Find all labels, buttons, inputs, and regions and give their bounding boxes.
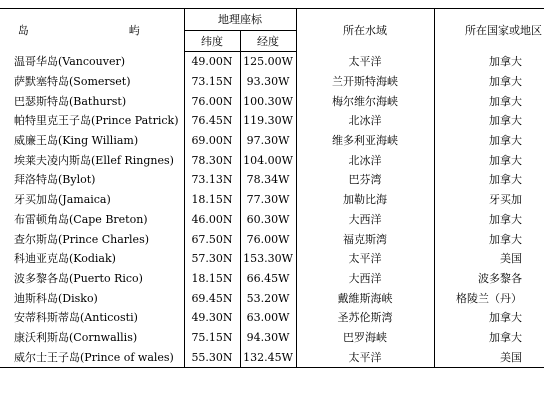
latitude-cell: 55.30N xyxy=(184,347,240,367)
latitude-cell: 49.30N xyxy=(184,308,240,328)
island-name-cell: 威尔士王子岛(Prince of wales) xyxy=(0,347,184,367)
longitude-cell: 125.00W xyxy=(240,52,296,72)
header-country: 所在国家或地区 xyxy=(434,9,544,52)
longitude-cell: 93.30W xyxy=(240,72,296,92)
table-row xyxy=(0,72,544,92)
latitude-cell: 76.45N xyxy=(184,111,240,131)
island-name-cell: 萨默塞特岛(Somerset) xyxy=(14,75,131,89)
latitude-cell: 18.15N xyxy=(184,190,240,210)
latitude-cell: 78.30N xyxy=(184,150,240,170)
water-body-cell: 北冰洋 xyxy=(348,153,382,167)
country-cell: 加拿大 xyxy=(434,328,544,348)
header-latitude: 纬度 xyxy=(184,31,240,52)
water-body-cell: 加勒比海 xyxy=(343,193,387,207)
country-cell: 加拿大 xyxy=(434,308,544,328)
table-row xyxy=(0,150,544,170)
country-cell: 加拿大 xyxy=(434,52,544,72)
header-longitude: 经度 xyxy=(240,31,296,52)
water-body-cell: 巴罗海峡 xyxy=(343,330,387,344)
table-row xyxy=(0,229,544,249)
longitude-cell: 63.00W xyxy=(240,308,296,328)
island-name-cell: 波多黎各岛(Puerto Rico) xyxy=(14,271,143,285)
water-body-cell: 戴維斯海峡 xyxy=(337,291,393,305)
longitude-cell: 132.45W xyxy=(240,347,296,367)
longitude-cell: 94.30W xyxy=(240,328,296,348)
longitude-cell: 77.30W xyxy=(240,190,296,210)
table-row xyxy=(0,347,544,367)
longitude-cell: 153.30W xyxy=(240,249,296,269)
water-body-cell: 大西洋 xyxy=(348,212,382,226)
island-name-cell: 拜洛特岛(Bylot) xyxy=(14,173,96,187)
table-row xyxy=(0,249,544,269)
latitude-cell: 67.50N xyxy=(184,229,240,249)
island-name-cell: 帕特里克王子岛(Prince Patrick) xyxy=(14,114,179,128)
latitude-cell: 73.13N xyxy=(184,170,240,190)
country-cell: 美国 xyxy=(434,347,544,367)
water-body-cell: 梅尔维尔海峡 xyxy=(332,94,398,108)
header-geo-coordinates: 地理座标 xyxy=(184,9,296,31)
island-name-cell: 布雷顿角岛(Cape Breton) xyxy=(14,212,148,226)
longitude-cell: 97.30W xyxy=(240,131,296,151)
country-cell: 加拿大 xyxy=(434,150,544,170)
longitude-cell: 66.45W xyxy=(240,269,296,289)
latitude-cell: 76.00N xyxy=(184,91,240,111)
country-cell: 加拿大 xyxy=(434,229,544,249)
header-island: 岛 屿 xyxy=(0,9,184,52)
water-body-cell: 维多利亚海峡 xyxy=(332,134,398,148)
longitude-cell: 100.30W xyxy=(240,91,296,111)
country-cell: 波多黎各 xyxy=(434,269,544,289)
country-cell: 加拿大 xyxy=(434,72,544,92)
country-cell: 加拿大 xyxy=(434,210,544,230)
country-cell: 加拿大 xyxy=(434,131,544,151)
water-body-cell: 太平洋 xyxy=(348,55,382,69)
table-row xyxy=(0,190,544,210)
island-name-cell: 迪斯科岛(Disko) xyxy=(14,291,98,305)
table-row xyxy=(0,170,544,190)
longitude-cell: 78.34W xyxy=(240,170,296,190)
water-body-cell: 圣苏伦斯湾 xyxy=(337,311,393,325)
latitude-cell: 49.00N xyxy=(184,52,240,72)
water-body-cell: 兰开斯特海峡 xyxy=(332,75,398,89)
table-row xyxy=(0,269,544,289)
latitude-cell: 75.15N xyxy=(184,328,240,348)
header-water: 所在水域 xyxy=(296,9,434,52)
water-body-cell: 太平洋 xyxy=(348,252,382,266)
table-row xyxy=(0,131,544,151)
longitude-cell: 60.30W xyxy=(240,210,296,230)
table-row xyxy=(0,111,544,131)
longitude-cell: 76.00W xyxy=(240,229,296,249)
country-cell: 美国 xyxy=(434,249,544,269)
country-cell: 加拿大 xyxy=(434,111,544,131)
table-row xyxy=(0,91,544,111)
latitude-cell: 69.00N xyxy=(184,131,240,151)
island-name-cell: 查尔斯岛(Prince Charles) xyxy=(14,232,150,246)
island-name-cell: 科迪亚克岛(Kodiak) xyxy=(14,252,116,266)
water-body-cell: 太平洋 xyxy=(296,347,434,367)
table-row xyxy=(0,52,544,72)
island-name-cell: 埃莱夫凌内斯岛(Ellef Ringnes) xyxy=(14,153,174,167)
table-row xyxy=(0,288,544,308)
latitude-cell: 57.30N xyxy=(184,249,240,269)
table-row xyxy=(0,210,544,230)
island-name-cell: 温哥华岛(Vancouver) xyxy=(14,55,126,69)
longitude-cell: 119.30W xyxy=(240,111,296,131)
water-body-cell: 北冰洋 xyxy=(348,114,382,128)
island-name-cell: 康沃利斯岛(Cornwallis) xyxy=(14,330,138,344)
latitude-cell: 73.15N xyxy=(184,72,240,92)
country-cell: 格陵兰（丹） xyxy=(434,288,544,308)
island-name-cell: 威廉王岛(King William) xyxy=(14,134,139,148)
table-row xyxy=(0,328,544,348)
island-name-cell: 安蒂科斯蒂岛(Anticosti) xyxy=(14,311,138,325)
latitude-cell: 69.45N xyxy=(184,288,240,308)
water-body-cell: 巴芬湾 xyxy=(348,173,382,187)
country-cell: 牙买加 xyxy=(434,190,544,210)
island-name-cell: 巴瑟斯特岛(Bathurst) xyxy=(14,94,127,108)
table-row xyxy=(0,308,544,328)
water-body-cell: 福克斯湾 xyxy=(343,232,387,246)
country-cell: 加拿大 xyxy=(434,91,544,111)
water-body-cell: 大西洋 xyxy=(348,271,382,285)
country-cell: 加拿大 xyxy=(434,170,544,190)
island-name-cell: 牙买加岛(Jamaica) xyxy=(14,193,111,207)
longitude-cell: 53.20W xyxy=(240,288,296,308)
islands-table xyxy=(0,8,544,368)
longitude-cell: 104.00W xyxy=(240,150,296,170)
latitude-cell: 18.15N xyxy=(184,269,240,289)
header-row xyxy=(0,9,544,31)
latitude-cell: 46.00N xyxy=(184,210,240,230)
